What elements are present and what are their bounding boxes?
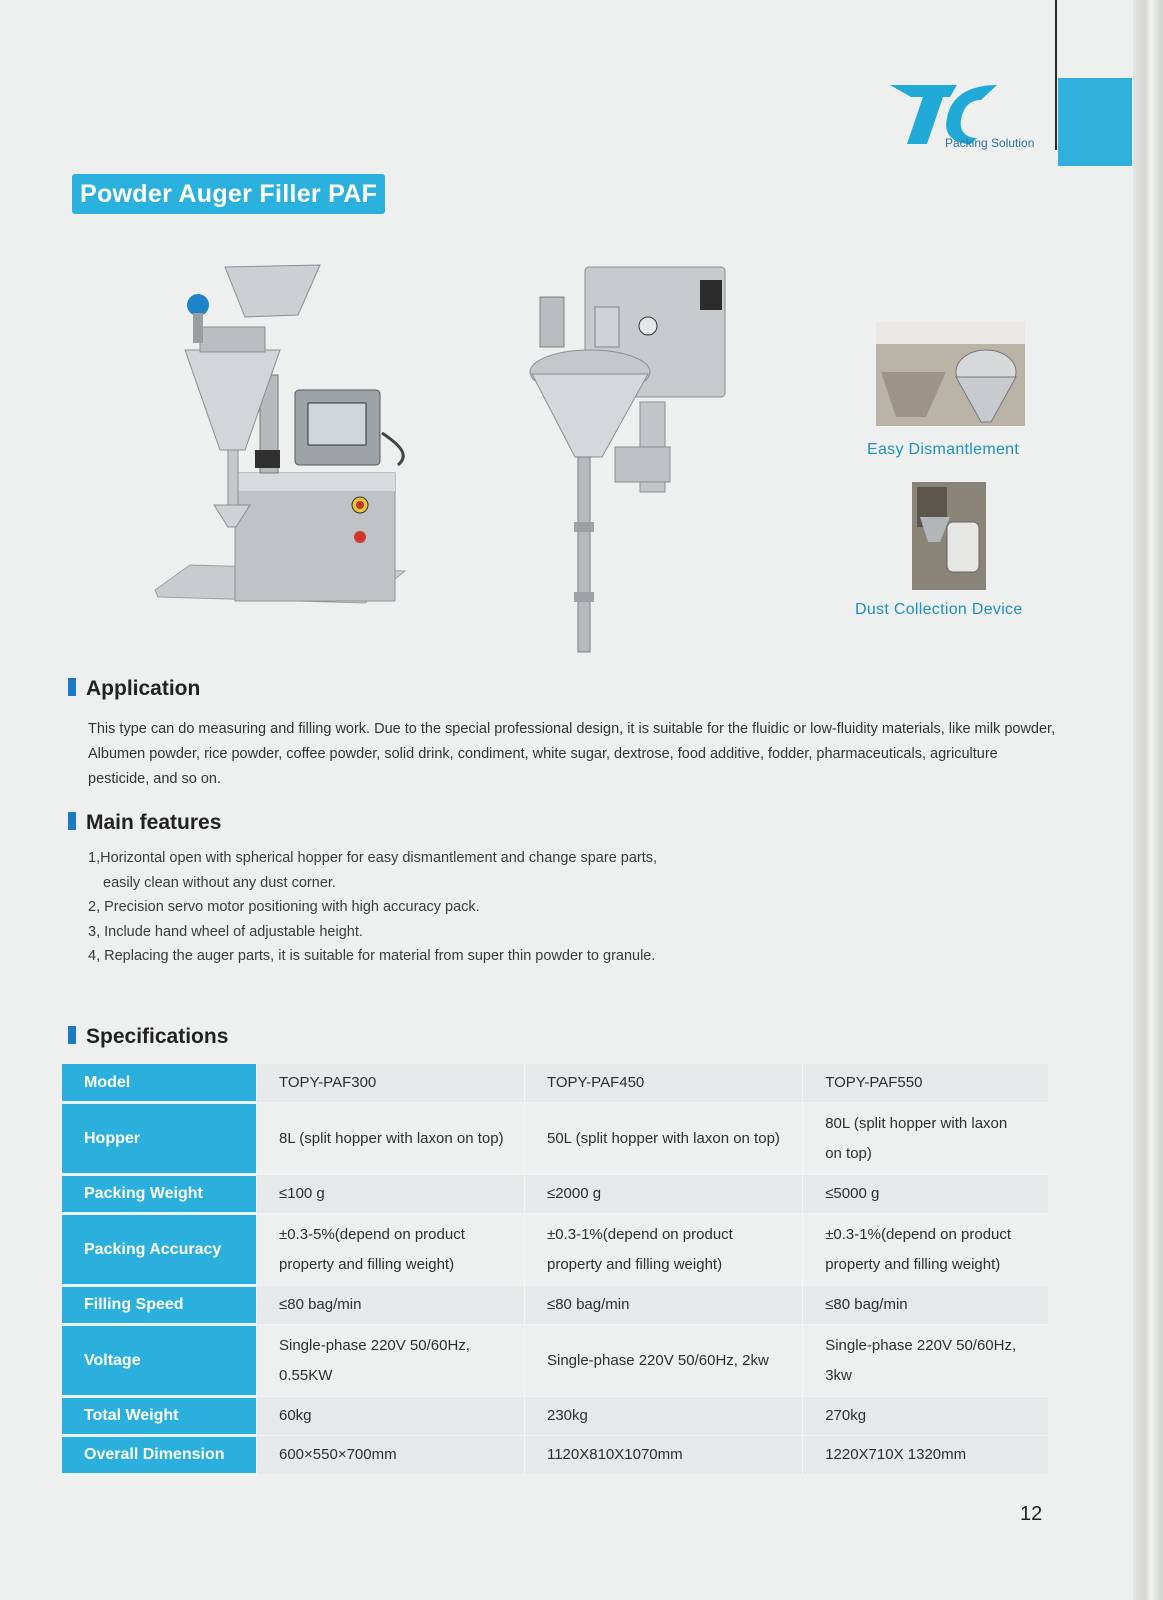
spec-label: Hopper xyxy=(62,1103,257,1175)
spec-row-overall-dimension xyxy=(62,1436,1048,1475)
spec-value: ±0.3-1%(depend on product property and filling weight) xyxy=(803,1214,1048,1286)
features-list xyxy=(88,846,657,969)
spec-value: ≤5000 g xyxy=(803,1175,1048,1214)
heading-marker xyxy=(68,1026,76,1044)
spec-row-total-weight xyxy=(62,1397,1048,1436)
spec-value: 60kg xyxy=(257,1397,525,1436)
page-edge xyxy=(1133,0,1163,1600)
application-text: This type can do measuring and filling work. Due to the special professional design, it is suitable for the fluidic or low-fluidity materials, like milk powder, Albumen powder, rice powder, coffee powder, solid drink, condiment, white sugar, dextrose, food additive, fodder, pharmaceuticals, agriculture pesticide, and so on. xyxy=(88,721,1056,787)
spec-value: 270kg xyxy=(803,1397,1048,1436)
spec-value: ≤80 bag/min xyxy=(257,1286,525,1325)
spec-value: Single-phase 220V 50/60Hz, 2kw xyxy=(524,1325,802,1397)
heading-marker xyxy=(68,678,76,696)
spec-label: Filling Speed xyxy=(62,1286,257,1325)
page-number: 12 xyxy=(1020,1503,1043,1525)
spec-value: ±0.3-1%(depend on product property and filling weight) xyxy=(524,1214,802,1286)
spec-row-model xyxy=(62,1064,1048,1103)
spec-value: ≤80 bag/min xyxy=(803,1286,1048,1325)
spec-value: TOPY-PAF300 xyxy=(257,1064,525,1103)
spec-row-packing-accuracy xyxy=(62,1214,1048,1286)
spec-label: Packing Weight xyxy=(62,1175,257,1214)
page-tab xyxy=(1058,78,1132,166)
easy-dismantlement-photo xyxy=(876,322,1025,426)
application-heading-text: Application xyxy=(86,677,201,700)
spec-label: Voltage xyxy=(62,1325,257,1397)
spec-value: 50L (split hopper with laxon on top) xyxy=(524,1103,802,1175)
features-heading-text: Main features xyxy=(86,811,222,834)
dust-collection-caption: Dust Collection Device xyxy=(855,601,1023,618)
spec-value: 1220X710X 1320mm xyxy=(803,1436,1048,1475)
dust-collection-photo xyxy=(912,482,986,590)
spec-row-packing-weight xyxy=(62,1175,1048,1214)
heading-marker xyxy=(68,812,76,830)
spec-row-voltage xyxy=(62,1325,1048,1397)
spec-value: 80L (split hopper with laxon on top) xyxy=(803,1103,1048,1175)
spec-row-hopper xyxy=(62,1103,1048,1175)
spec-value: 8L (split hopper with laxon on top) xyxy=(257,1103,525,1175)
feature-item: 2, Precision servo motor positioning with high accuracy pack. xyxy=(88,899,480,915)
auger-filler-vertical-photo xyxy=(520,262,730,662)
application-heading xyxy=(68,677,200,701)
spec-value: Single-phase 220V 50/60Hz, 3kw xyxy=(803,1325,1048,1397)
spec-value: ≤100 g xyxy=(257,1175,525,1214)
page-title: Powder Auger Filler PAF xyxy=(72,174,385,214)
features-heading xyxy=(68,811,221,835)
easy-dismantlement-caption: Easy Dismantlement xyxy=(867,441,1020,458)
spec-label: Overall Dimension xyxy=(62,1436,257,1475)
feature-item: 1,Horizontal open with spherical hopper for easy dismantlement and change spare parts, xyxy=(88,850,658,866)
spec-value: TOPY-PAF550 xyxy=(803,1064,1048,1103)
feature-item: 3, Include hand wheel of adjustable height. xyxy=(88,923,363,940)
spec-value: ≤2000 g xyxy=(524,1175,802,1214)
spec-value: Single-phase 220V 50/60Hz, 0.55KW xyxy=(257,1325,525,1397)
spec-label: Total Weight xyxy=(62,1397,257,1436)
auger-filler-desktop-photo xyxy=(150,255,415,625)
spec-label: Model xyxy=(62,1064,257,1103)
logo-text: Packing Solution xyxy=(945,136,1035,150)
spec-value: 230kg xyxy=(524,1397,802,1436)
spec-value: 1120X810X1070mm xyxy=(524,1436,802,1475)
spec-value: ±0.3-5%(depend on product property and filling weight) xyxy=(257,1214,525,1286)
specifications-heading xyxy=(68,1025,228,1049)
feature-item-continued: easily clean without any dust corner. xyxy=(103,874,336,891)
specifications-heading-text: Specifications xyxy=(86,1025,229,1048)
page-divider-line xyxy=(1055,0,1057,150)
specifications-table xyxy=(62,1064,1048,1476)
spec-label: Packing Accuracy xyxy=(62,1214,257,1286)
spec-value: ≤80 bag/min xyxy=(524,1286,802,1325)
feature-item: 4, Replacing the auger parts, it is suitable for material from super thin powder to granule. xyxy=(88,948,656,964)
spec-value: TOPY-PAF450 xyxy=(524,1064,802,1103)
spec-value: 600×550×700mm xyxy=(257,1436,525,1475)
spec-row-filling-speed xyxy=(62,1286,1048,1325)
